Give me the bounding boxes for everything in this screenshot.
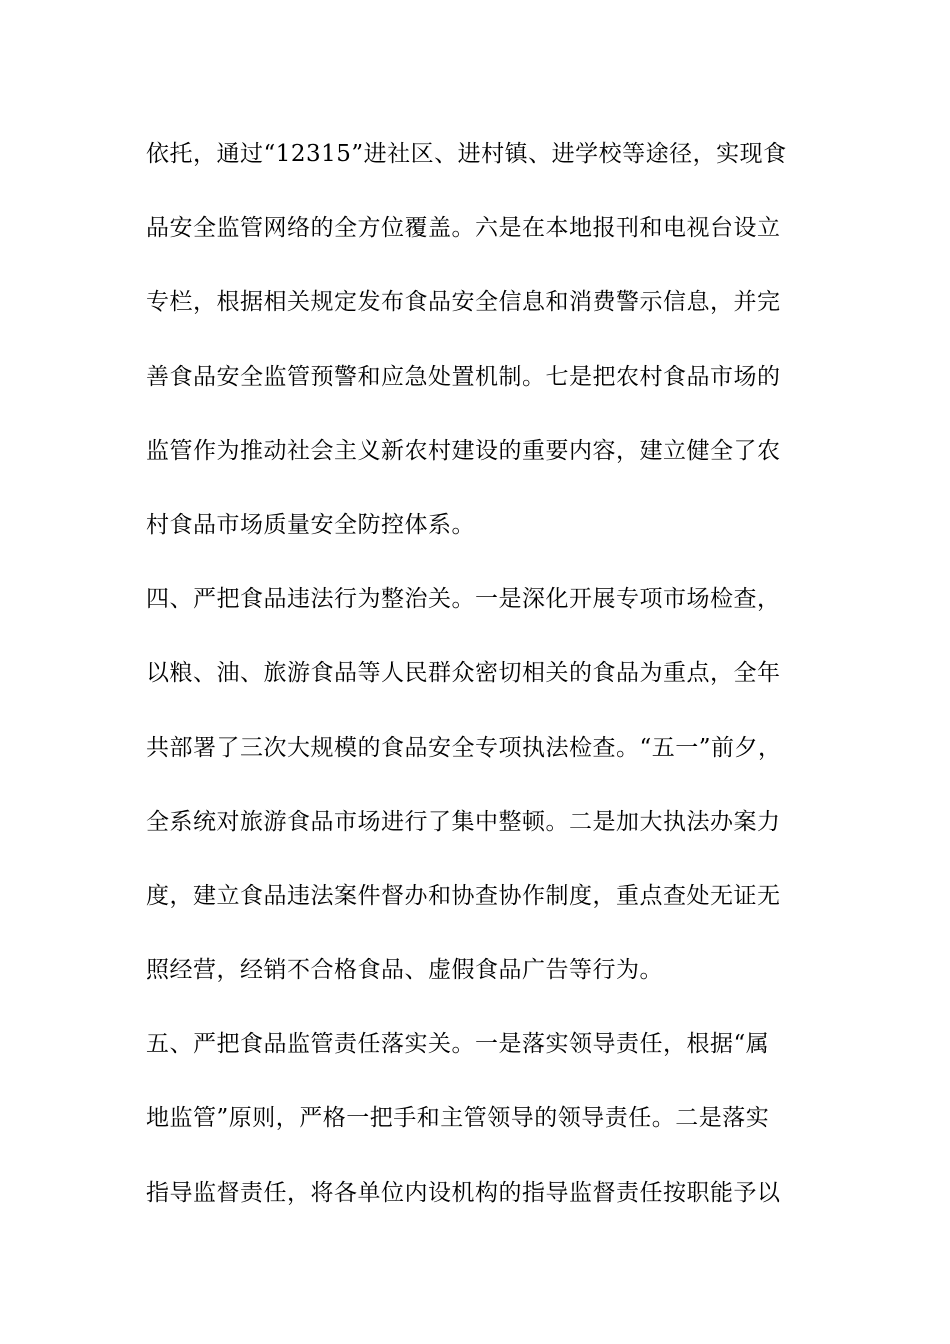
body-text bbox=[146, 128, 826, 1241]
text-line: 依托，通过“12315”进社区、进村镇、进学校等途径，实现食 bbox=[146, 141, 787, 167]
text-line: 监管作为推动社会主义新农村建设的重要内容，建立健全了农 bbox=[146, 437, 781, 464]
text-line: 度，建立食品违法案件督办和协查协作制度，重点查处无证无 bbox=[146, 882, 781, 909]
text-line: 全系统对旅游食品市场进行了集中整顿。二是加大执法办案力 bbox=[146, 808, 781, 835]
text-line: 善食品安全监管预警和应急处置机制。七是把农村食品市场的 bbox=[146, 363, 781, 390]
text-line: 指导监督责任，将各单位内设机构的指导监督责任按职能予以 bbox=[146, 1179, 781, 1206]
text-line: 地监管”原则，严格一把手和主管领导的领导责任。二是落实 bbox=[146, 1105, 770, 1132]
text-line: 专栏，根据相关规定发布食品安全信息和消费警示信息，并完 bbox=[146, 289, 781, 316]
text-line: 共部署了三次大规模的食品安全专项执法检查。“五一”前夕， bbox=[146, 734, 782, 761]
text-line: 照经营，经销不合格食品、虚假食品广告等行为。 bbox=[146, 957, 663, 984]
text-line: 以粮、油、旅游食品等人民群众密切相关的食品为重点，全年 bbox=[146, 660, 781, 687]
text-line: 村食品市场质量安全防控体系。 bbox=[146, 511, 475, 538]
text-line: 五、严把食品监管责任落实关。一是落实领导责任，根据“属 bbox=[146, 1031, 770, 1058]
text-line: 品安全监管网络的全方位覆盖。六是在本地报刊和电视台设立 bbox=[146, 215, 781, 242]
text-line: 四、严把食品违法行为整治关。一是深化开展专项市场检查， bbox=[146, 586, 781, 613]
